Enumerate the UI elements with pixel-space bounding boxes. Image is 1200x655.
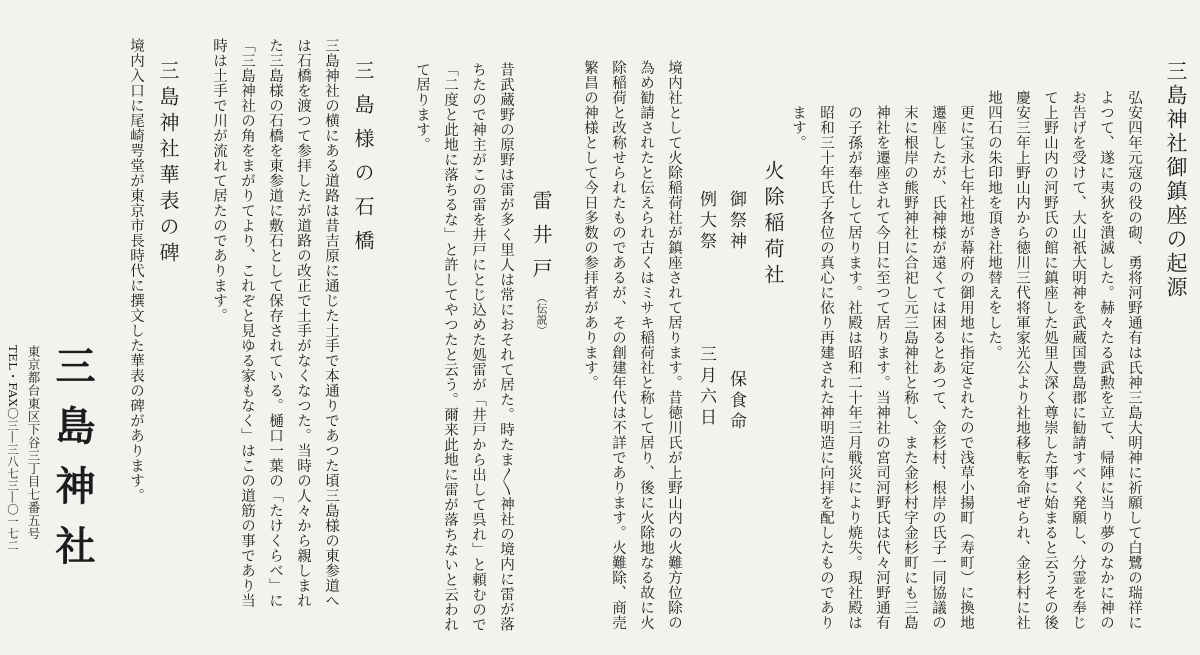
shrine-tel: TEL・FAX〇三―三八七三―〇一七二 [6,345,20,552]
raiseido-note: （伝説） [535,292,548,336]
raiseido-title [531,190,551,336]
shrine-name: 三島神社 [49,345,96,585]
ishibashi-title: 三島様の石橋 [351,60,375,264]
raiseido-title-text: 雷井戸 [529,190,553,292]
raiseido-body: 昔武蔵野の原野は雷が多く里人は常におそれて居た。時たま〳〵神社の境内に雷が落ちたので神主がこの雷を井戸にとじ込めた処雷が「井戸から出して呉れ」と頼むので「二度と此地に落ちるな」と許してやつたと云う。爾来此地に雷が落ちないと云われて居ります。 [414,62,514,632]
origin-paragraph-1: 弘安四年元寇の役の砌、勇将河野通有は氏神三島大明神に祈願して白鷺の瑞祥によつて、遂に夷狄を潰滅した。赫々たる武勲を立て、帰陣に当り夢のなかに神のお告げを受けて、大山祇大明神を武蔵国豊島郡に勧請すべく発願し、分霊を奉じて上野山内の河野氏の館に鎮座した処里人深く尊崇した事に始まると云うその後慶安三年上野山内から徳川三代将軍家光公より社地移転を命ぜられ、金杉村に社地四石の朱印地を頂き社地替えをした。 [986,90,1142,630]
hiyoke-festival-value: 三月六日 [696,345,716,429]
shrine-address: 東京都台東区下谷三丁目七番五号 [26,345,41,540]
hiyoke-title: 火除稲荷社 [761,160,785,290]
origin-body [788,90,1148,640]
hiyoke-deity-label: 御祭神 [726,190,746,253]
origin-title: 三島神社御鎮座の起源 [1164,60,1188,300]
kahyo-body: 境内入口に尾崎咢堂が東京市長時代に撰文した華表の碑があります。 [128,38,144,503]
hiyoke-festival-label: 例大祭 [696,190,716,253]
kahyo-title: 三島神社華表の碑 [156,60,180,268]
origin-paragraph-2: 更に宝永七年社地が幕府の御用地に指定されたので浅草小揚町（寿町）に換地遷座したが、氏神様が遠くては困るとあつて、金杉村、根岸の氏子一同協議の末に根岸の熊野神社に合祀し元三島神社と称し、また金杉村字金杉町にも三島神社を遷座されて今日に至つて居ります。当神社の宮司河野氏は代々河野通有の子孫が奉仕して居ります。社殿は昭和二十年三月戦災により焼失。現社殿は昭和三十年氏子各位の真心に依り再建された神明造に向拝を配したものであります。 [790,104,974,630]
hiyoke-body: 境内社として火除稲荷社が鎮座されて居ります。昔徳川氏が上野山内の火難方位除の為め勧請されたと伝えられ古くはミサキ稲荷社と称して居り、後に火除地なる故に火除稲荷と改称せられたものであるが、その創建年代は不詳であります。火難除、商売繁昌の神様として今日多数の参拝者があります。 [582,60,682,630]
hiyoke-deity-value: 保食命 [726,370,746,433]
ishibashi-body: 三島神社の横にある道路は昔吉原に通じた土手で本通りであつた頃三島様の東参道へは石橋を渡つて参拝したが道路の改正で土手がなくなつた。当時の人々から親しまれた三島様の石橋を東参道に敷石として保存されている。樋口一葉の「たけくらべ」に「三島神社の角をまがりてより、これぞと見ゆる家もなく」はこの道筋の事であり当時は土手で川が流れて居たのであります。 [211,38,339,608]
